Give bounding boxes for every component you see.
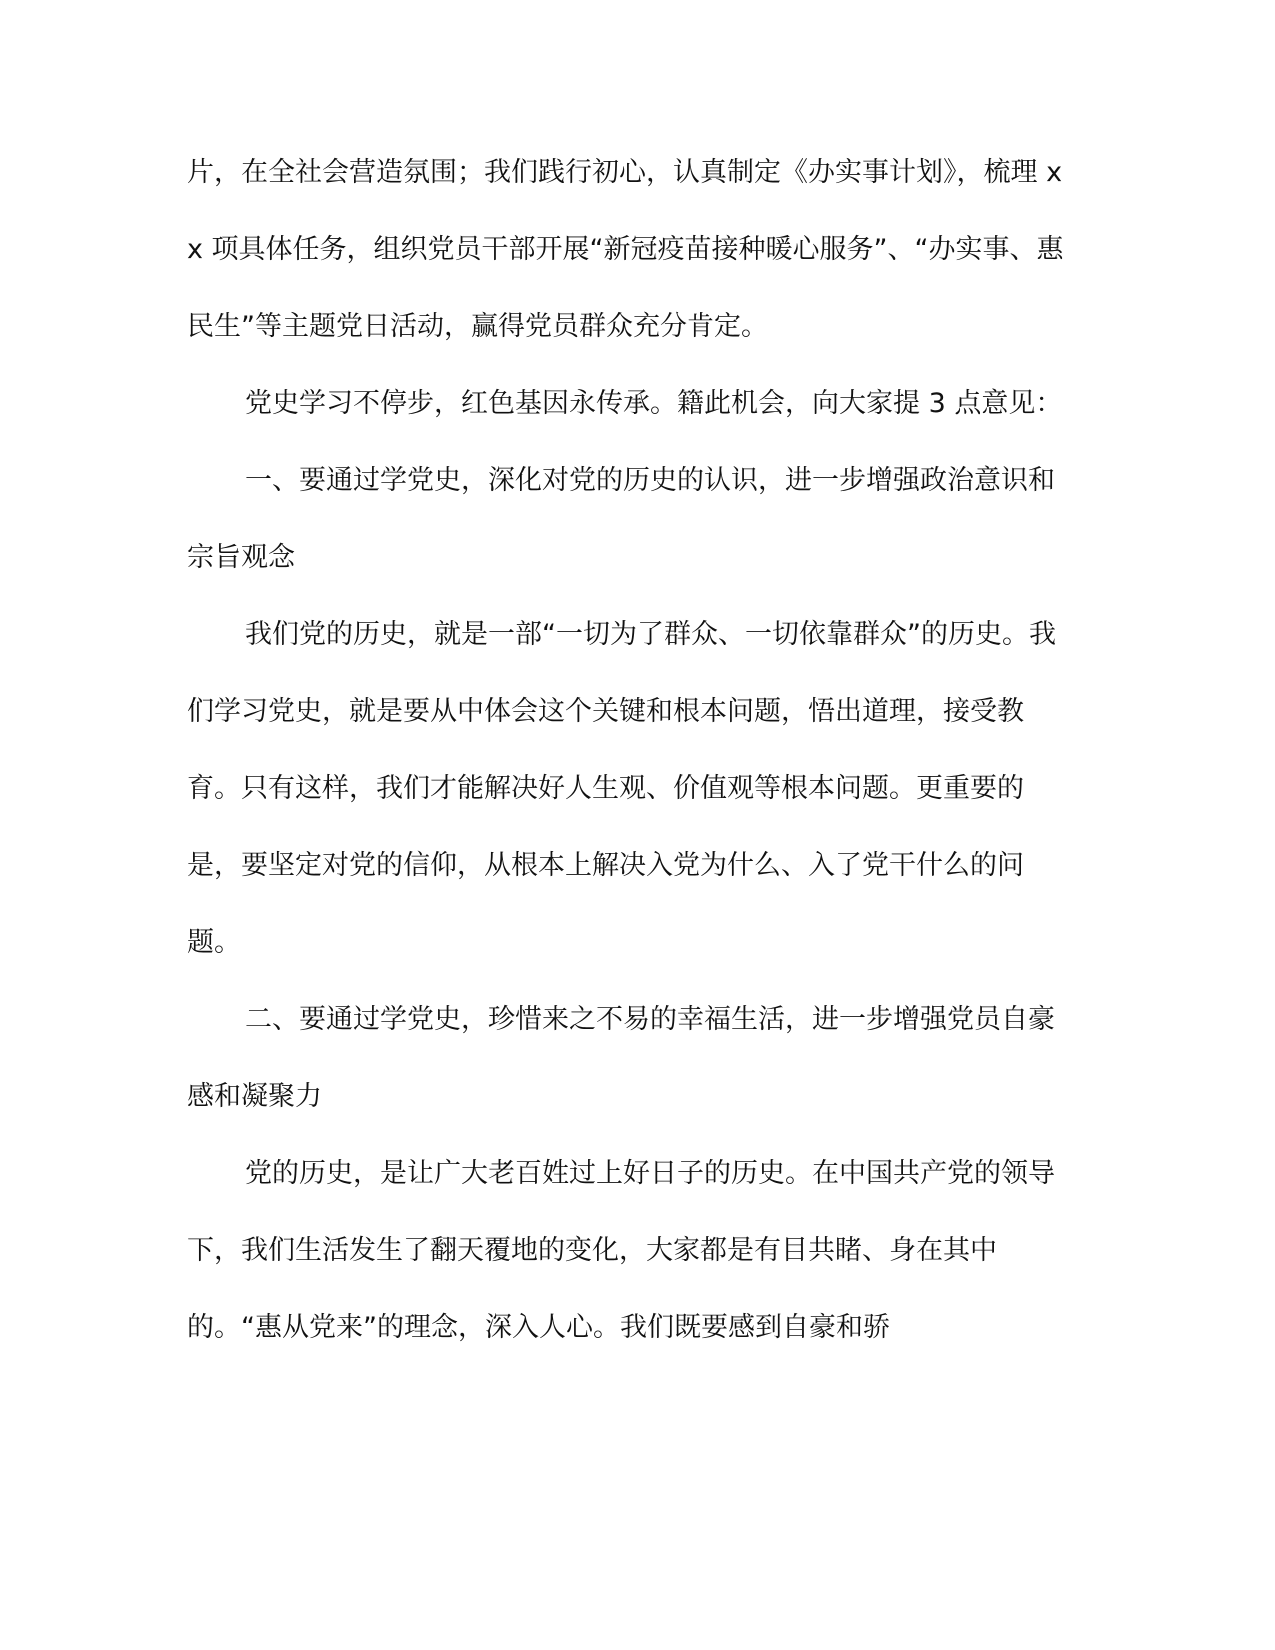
document-body <box>187 134 1067 1366</box>
paragraph-point-one-body: 我们党的历史，就是一部“一切为了群众、一切依靠群众”的历史。我们学习党史，就是要从中体会这个关键和根本问题，悟出道理，接受教育。只有这样，我们才能解决好人生观、价值观等根本问题。更重要的是，要坚定对党的信仰，从根本上解决入党为什么、入了党干什么的问题。 <box>187 619 1056 958</box>
heading-point-two: 二、要通过学党史，珍惜来之不易的幸福生活，进一步增强党员自豪感和凝聚力 <box>187 1004 1055 1112</box>
paragraph-point-two-body: 党的历史，是让广大老百姓过上好日子的历史。在中国共产党的领导下，我们生活发生了翻天覆地的变化，大家都是有目共睹、身在其中的。“惠从党来”的理念，深入人心。我们既要感到自豪和骄 <box>187 1158 1055 1343</box>
paragraph-continuation: 片，在全社会营造氛围；我们践行初心，认真制定《办实事计划》，梳理 xx 项具体任务，组织党员干部开展“新冠疫苗接种暖心服务”、“办实事、惠民生”等主题党日活动，赢得党员群众充分肯定。 <box>187 157 1064 342</box>
paragraph-opinions-intro: 党史学习不停步，红色基因永传承。籍此机会，向大家提 3 点意见： <box>245 388 1063 419</box>
heading-point-one: 一、要通过学党史，深化对党的历史的认识，进一步增强政治意识和宗旨观念 <box>187 465 1055 573</box>
